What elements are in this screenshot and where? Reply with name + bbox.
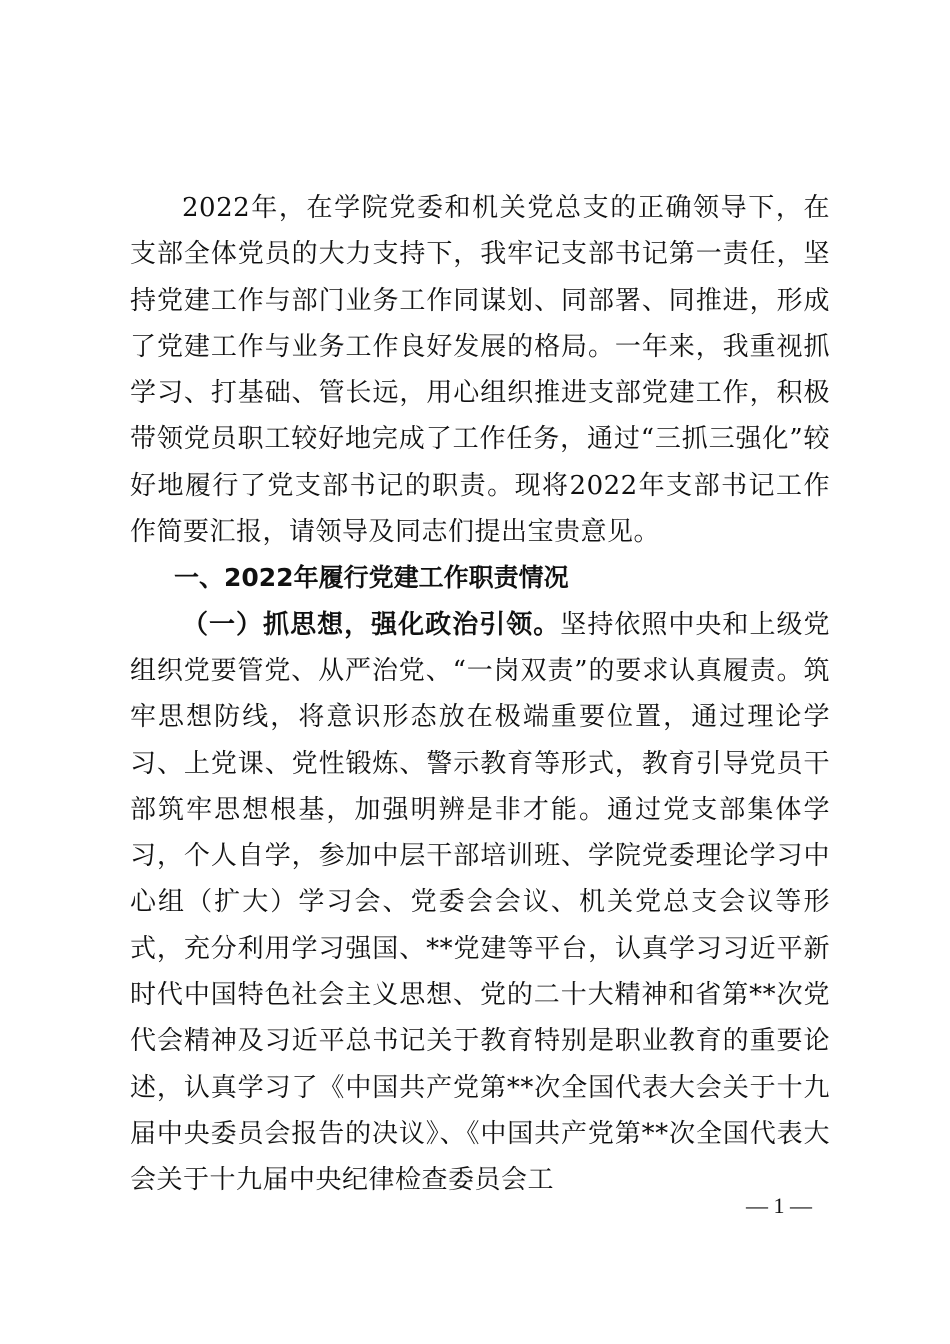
section-heading: 一、2022年履行党建工作职责情况 [174, 563, 569, 593]
subsection-heading: （一）抓思想，强化政治引领。 [182, 609, 561, 640]
intro-paragraph: 2022年，在学院党委和机关党总支的正确领导下，在支部全体党员的大力支持下，我牢记支部书记第一责任，坚持党建工作与部门业务工作同谋划、同部署、同推进，形成了党建工作与业务工作良好发展的格局。一年来，我重视抓学习、打基础、管长远，用心组织推进支部党建工作，积极带领党员职工较好地完成了工作任务，通过“三抓三强化”较好地履行了党支部书记的职责。现将2022年支部书记工作作简要汇报，请领导及同志们提出宝贵意见。 [130, 193, 830, 548]
page-number: — 1 — [746, 1193, 812, 1218]
subsection-paragraph [130, 602, 830, 1204]
document-body [130, 185, 830, 1204]
subsection-body: 坚持依照中央和上级党组织党要管党、从严治党、“一岗双责”的要求认真履责。筑牢思想防线，将意识形态放在极端重要位置，通过理论学习、上党课、党性锻炼、警示教育等形式，教育引导党员干部筑牢思想根基，加强明辨是非才能。通过党支部集体学习，个人自学，参加中层干部培训班、学院党委理论学习中心组（扩大）学习会、党委会会议、机关党总支会议等形式，充分利用学习强国、**党建等平台，认真学习习近平新时代中国特色社会主义思想、党的二十大精神和省第**次党代会精神及习近平总书记关于教育特别是职业教育的重要论述，认真学习了《中国共产党第**次全国代表大会关于十九届中央委员会报告的决议》、《中国共产党第**次全国代表大会关于十九届中央纪律检查委员会工 [130, 609, 830, 1196]
